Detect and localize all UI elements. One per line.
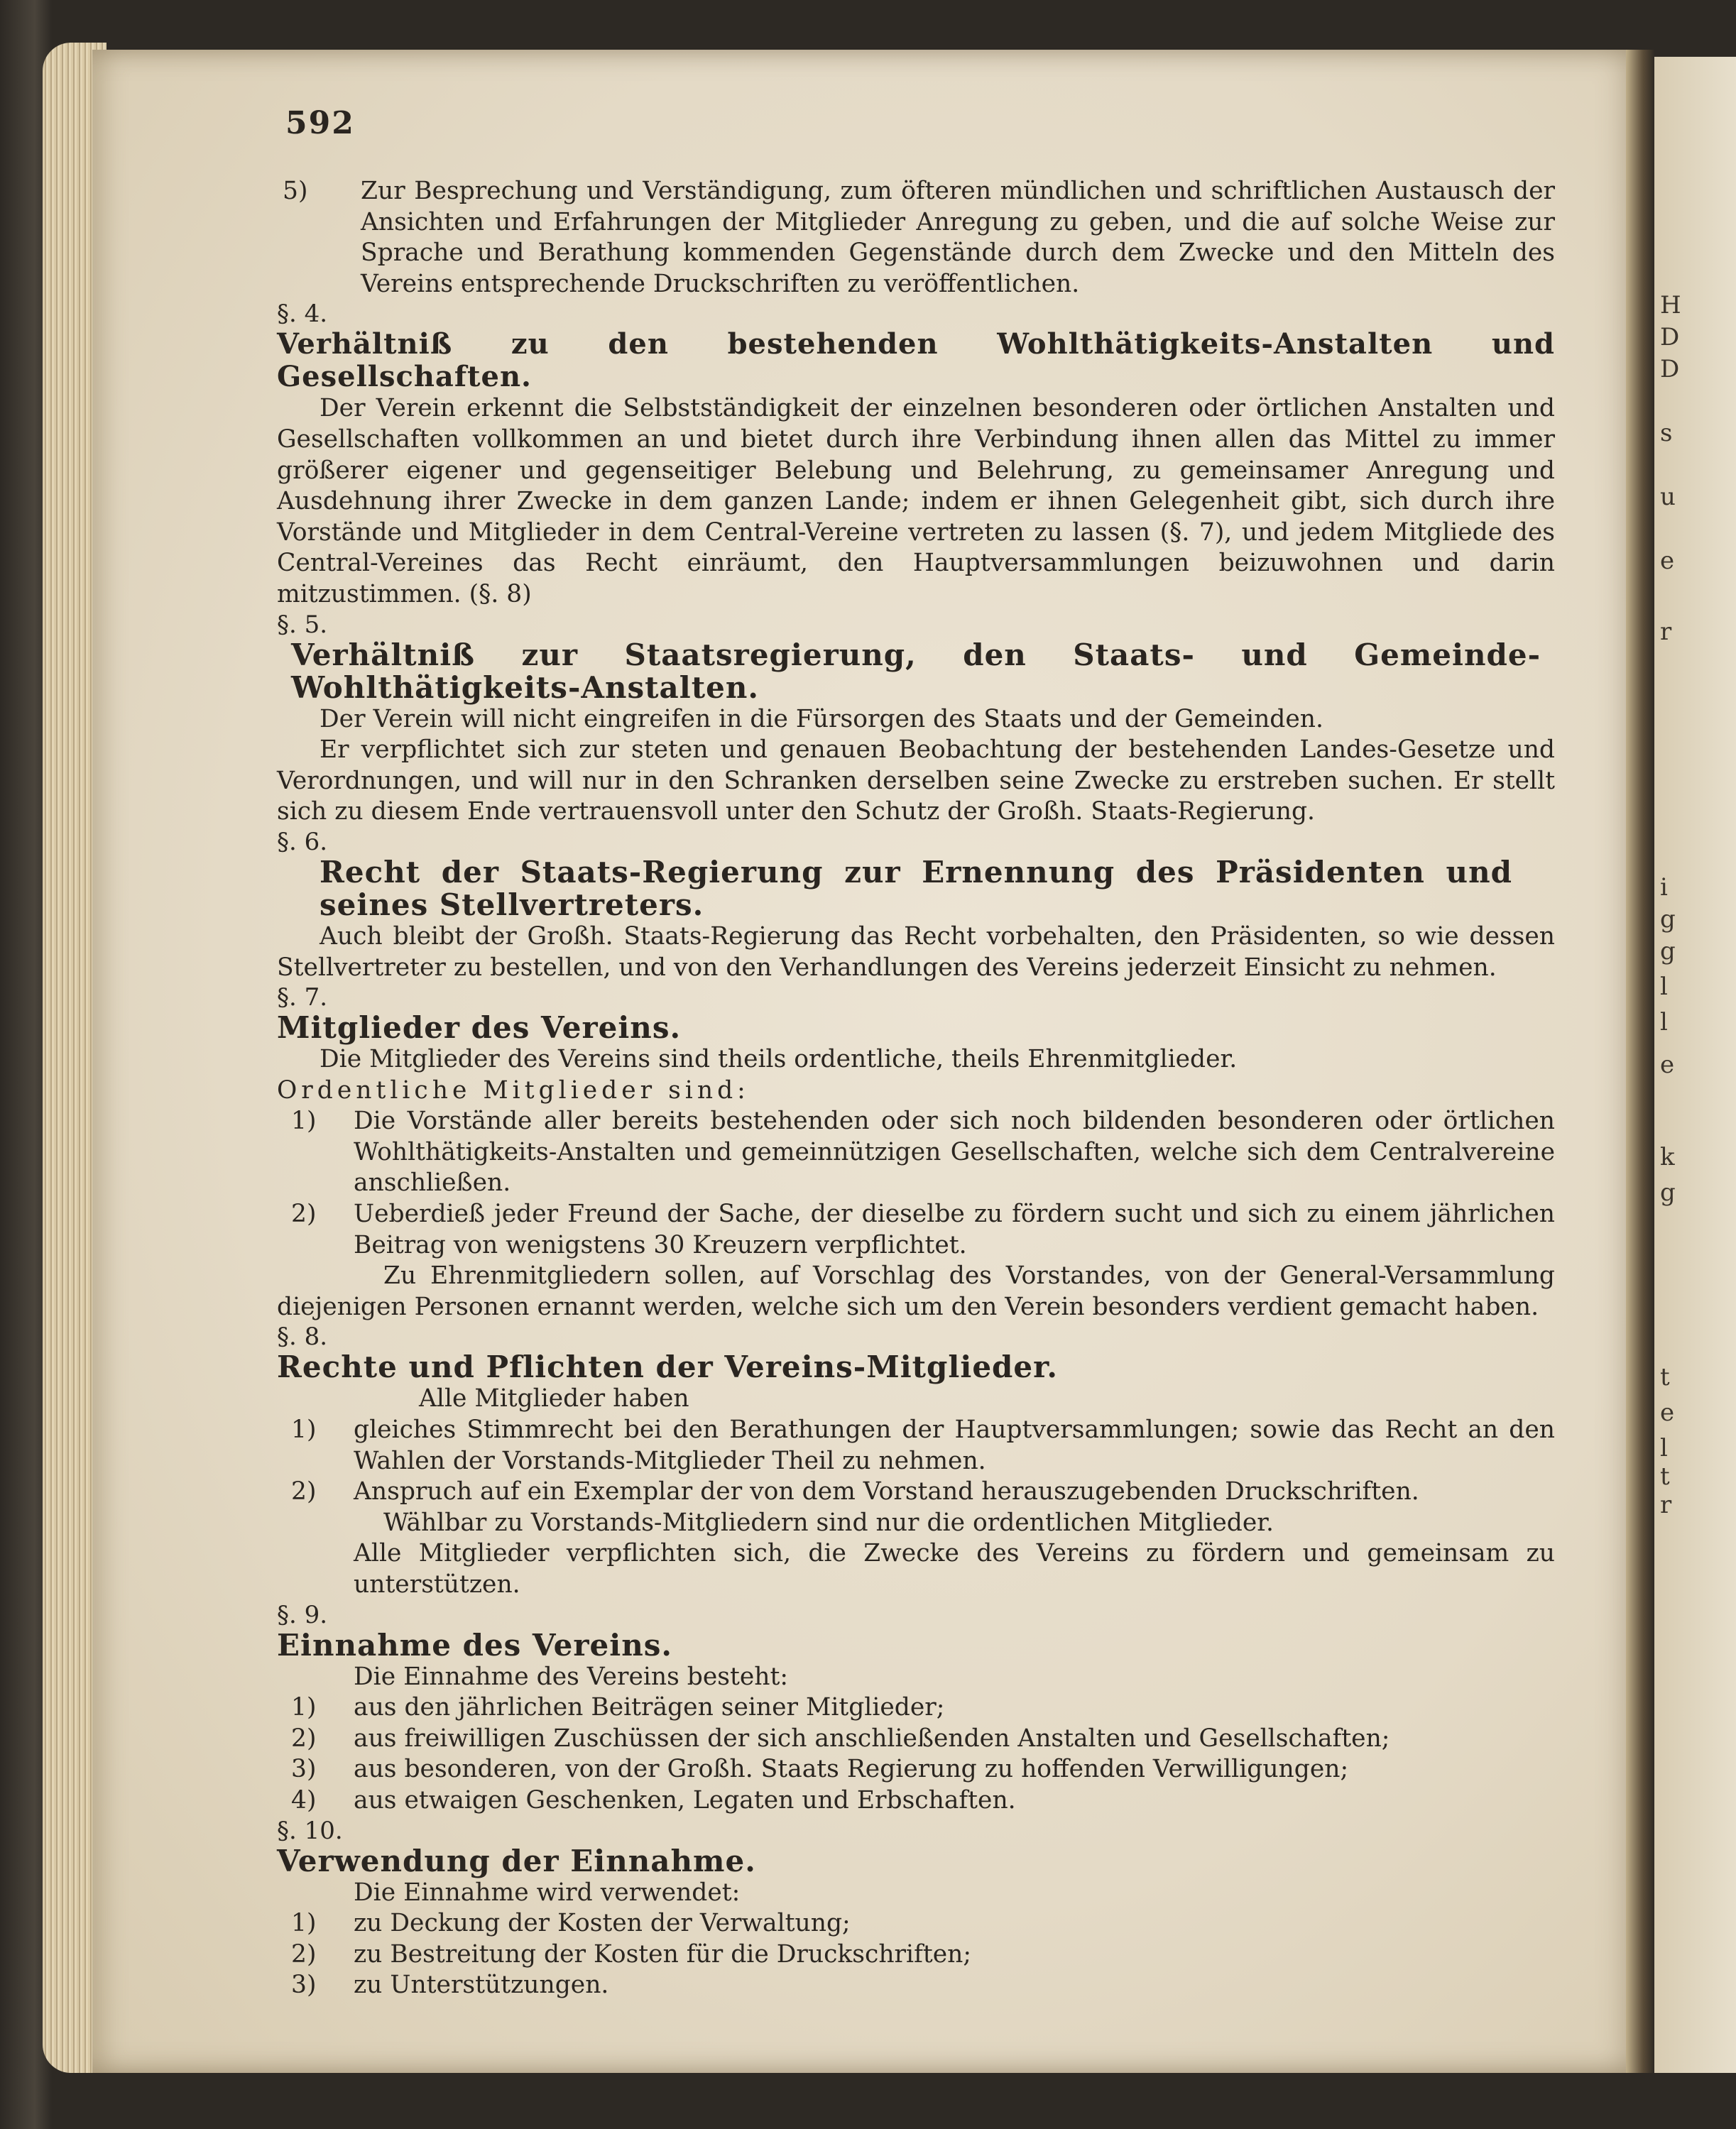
facing-page-char: l <box>1660 1434 1668 1462</box>
list-item <box>277 1692 1555 1724</box>
section-number: §. 5. <box>277 610 328 639</box>
list-item <box>277 1106 1555 1199</box>
section-heading: Verwendung der Einnahme. <box>277 1843 756 1878</box>
facing-page-char: r <box>1660 1491 1672 1519</box>
list-item-text: Die Vorstände aller bereits bestehenden oder sich noch bildenden besonderen oder örtlichen Wohlthätigkeits-Anstalten und gemeinnützigen Gesellschaften, welche sich dem Centralvereine anschließen. <box>354 1107 1555 1198</box>
paragraph: Die Einnahme wird verwendet: <box>354 1878 741 1907</box>
list-item-text: Ueberdieß jeder Freund der Sache, der dieselbe zu fördern sucht und sich zu einem jährlichen Beitrag von wenigstens 30 Kreuzern verpflichtet. <box>354 1200 1555 1259</box>
subheading: Ordentliche Mitglieder sind: <box>277 1076 750 1105</box>
section-heading: Mitglieder des Vereins. <box>277 1010 682 1046</box>
list-item-text: zu Bestreitung der Kosten für die Druckschriften; <box>354 1939 971 1969</box>
section-heading: Verhältniß zu den bestehenden Wohlthätigkeits-Anstalten und Gesellschaften. <box>277 327 1555 394</box>
list-item <box>277 1415 1555 1477</box>
list-item-number: 2) <box>291 1477 317 1506</box>
section-number: §. 4. <box>277 300 328 329</box>
list-item <box>277 1199 1555 1261</box>
list-item-text: aus etwaigen Geschenken, Legaten und Erbschaften. <box>354 1785 1016 1815</box>
facing-page-char: g <box>1660 937 1676 965</box>
paragraph: Alle Mitglieder haben <box>419 1384 689 1413</box>
paragraph: Er verpflichtet sich zur steten und genauen Beobachtung der bestehenden Landes-Gesetze und Verordnungen, und will nur in den Schranken derselben seine Zwecke zu erstreben suchen. Er stellt sich zu diesem Ende vertrauensvoll unter den Schutz der Großh. Staats-Regierung. <box>277 735 1555 826</box>
list-item <box>277 1970 1555 2001</box>
list-item <box>277 1724 1555 1755</box>
list-item-number: 1) <box>291 1909 317 1938</box>
list-item-number: 4) <box>291 1785 317 1815</box>
facing-page-char: k <box>1660 1143 1675 1171</box>
facing-page-char: e <box>1660 1399 1675 1427</box>
facing-page-char: e <box>1660 1051 1675 1079</box>
list-item <box>277 1754 1555 1785</box>
facing-page-char: H <box>1660 291 1681 319</box>
list-item-number: 3) <box>291 1971 317 2000</box>
facing-page-char: e <box>1660 547 1675 575</box>
list-item-number: 2) <box>291 1200 317 1229</box>
section-number: §. 9. <box>277 1600 328 1629</box>
list-item <box>277 176 1555 300</box>
list-item <box>277 1477 1555 1508</box>
facing-page-char: r <box>1660 618 1672 646</box>
section-number: §. 6. <box>277 827 328 856</box>
facing-page-char: l <box>1660 1008 1668 1036</box>
list-item-number: 1) <box>291 1693 317 1722</box>
list-item-text: gleiches Stimmrecht bei den Berathungen der Hauptversammlungen; sowie das Recht an den Wahlen der Vorstands-Mitglieder Theil zu nehmen. <box>354 1416 1555 1475</box>
section-heading: Rechte und Pflichten der Vereins-Mitglieder. <box>277 1350 1059 1385</box>
document-body <box>277 176 1555 2001</box>
list-item-text: Anspruch auf ein Exemplar der von dem Vorstand herauszugebenden Druckschriften. <box>354 1477 1419 1506</box>
paragraph: Der Verein erkennt die Selbstständigkeit der einzelnen besonderen oder örtlichen Anstalten und Gesellschaften vollkommen an und bietet durch ihre Verbindung ihnen allen das Mittel zu immer größerer eigener und gegenseitiger Belebung und Belehrung, zu gemeinsamer Anregung und Ausdehnung ihrer Zwecke in dem ganzen Lande; indem er ihnen Gelegenheit gibt, sich durch ihre Vorstände und Mitglieder in dem Central-Vereine vertreten zu lassen (§. 7), und jedem Mitgliede des Central-Vereines das Recht einräumt, den Hauptversammlungen beizuwohnen und darin mitzustimmen. (§. 8) <box>277 394 1555 608</box>
section-heading: Recht der Staats-Regierung zur Ernennung des Präsidenten und seines Stellvertreters. <box>320 854 1512 922</box>
facing-page-char: l <box>1660 973 1668 1001</box>
facing-page-char: s <box>1660 419 1673 447</box>
paragraph: Die Mitglieder des Vereins sind theils ordentliche, theils Ehrenmitglieder. <box>320 1045 1238 1074</box>
list-item-text: aus den jährlichen Beiträgen seiner Mitglieder; <box>354 1693 945 1722</box>
paragraph: Auch bleibt der Großh. Staats-Regierung das Recht vorbehalten, den Präsidenten, so wie dessen Stellvertreter zu bestellen, und von den Verhandlungen des Vereins jederzeit Einsicht zu nehmen. <box>277 921 1555 982</box>
list-item-number: 2) <box>291 1939 317 1969</box>
list-item <box>277 1785 1555 1817</box>
section-number: §. 10. <box>277 1816 343 1845</box>
paragraph: Die Einnahme des Vereins besteht: <box>354 1662 788 1691</box>
list-item-number: 1) <box>291 1416 317 1445</box>
list-item-text: aus freiwilligen Zuschüssen der sich anschließenden Anstalten und Gesellschaften; <box>354 1724 1390 1753</box>
list-item <box>277 1908 1555 1939</box>
section-number: §. 7. <box>277 983 328 1012</box>
paragraph: Der Verein will nicht eingreifen in die Fürsorgen des Staats und der Gemeinden. <box>320 704 1323 733</box>
paragraph: Wählbar zu Vorstands-Mitgliedern sind nur die ordentlichen Mitglieder. <box>383 1508 1274 1537</box>
list-item-number: 3) <box>291 1755 317 1784</box>
book-gutter <box>1626 50 1654 2073</box>
section-heading: Verhältniß zur Staatsregierung, den Staats- und Gemeinde-Wohlthätigkeits-Anstalten. <box>291 637 1541 705</box>
facing-page-char: i <box>1660 873 1668 902</box>
paragraph: Zu Ehrenmitgliedern sollen, auf Vorschlag des Vorstandes, von der General-Versammlung diejenigen Personen ernannt werden, welche sich um den Verein besonders verdient gemacht haben. <box>277 1261 1555 1321</box>
paragraph: Alle Mitglieder verpflichten sich, die Zwecke des Vereins zu fördern und gemeinsam zu unterstützen. <box>354 1539 1555 1599</box>
facing-page-char: t <box>1660 1462 1670 1491</box>
list-item-text: zu Unterstützungen. <box>354 1971 609 2000</box>
list-item-text: zu Deckung der Kosten der Verwaltung; <box>354 1909 851 1938</box>
facing-page-char: t <box>1660 1363 1670 1391</box>
list-item-text: aus besonderen, von der Großh. Staats Regierung zu hoffenden Verwilligungen; <box>354 1755 1349 1784</box>
list-item-text: Zur Besprechung und Verständigung, zum öfteren mündlichen und schriftlichen Austausch der Ansichten und Erfahrungen der Mitglieder Anregung zu geben, und die auf solche Weise zur Sprache und Berathung kommenden Gegenstände durch dem Zwecke und den Mitteln des Vereins entsprechende Druckschriften zu veröffentlichen. <box>361 177 1555 298</box>
list-item-number: 5) <box>283 177 308 205</box>
facing-page-char: D <box>1660 323 1680 351</box>
page-number: 592 <box>285 105 355 141</box>
list-item-number: 1) <box>291 1107 317 1136</box>
facing-page-char: g <box>1660 1178 1676 1207</box>
list-item <box>277 1939 1555 1971</box>
facing-page-char: u <box>1660 483 1676 511</box>
list-item-number: 2) <box>291 1724 317 1753</box>
section-heading: Einnahme des Vereins. <box>277 1627 672 1663</box>
section-number: §. 8. <box>277 1323 328 1352</box>
facing-page-char: D <box>1660 355 1680 383</box>
facing-page-char: g <box>1660 905 1676 934</box>
facing-page-fragment <box>1654 57 1736 2073</box>
